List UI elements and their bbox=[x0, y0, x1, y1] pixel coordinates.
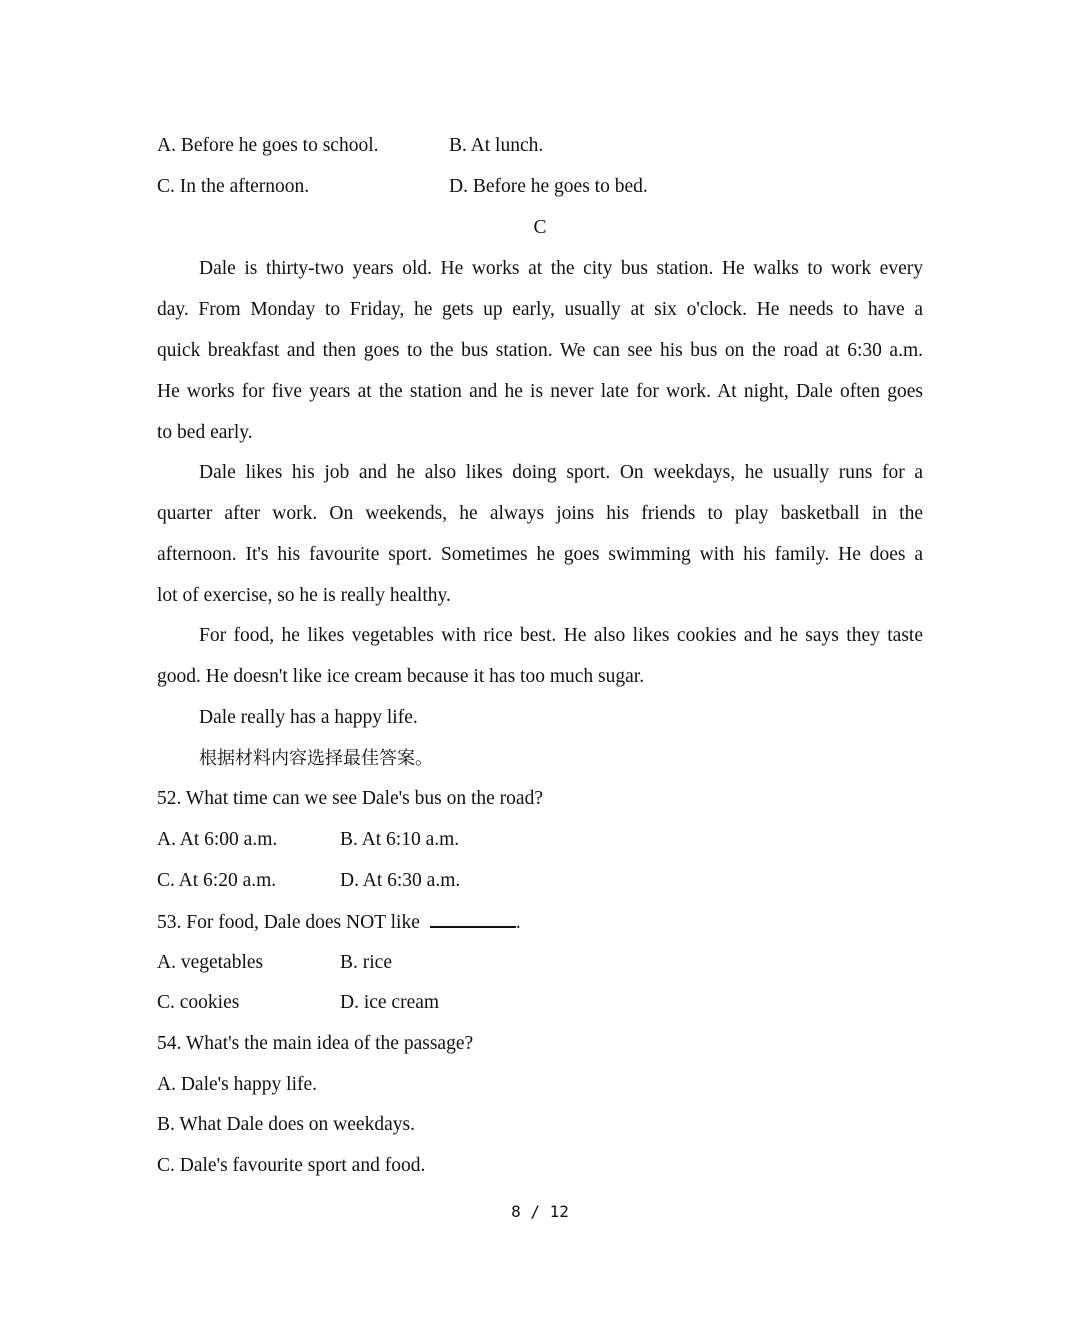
passage-p2-line-2: quarter after work. On weekends, he always joins his friends to play basketball in the bbox=[157, 503, 923, 524]
passage-p1-line-1: Dale is thirty-two years old. He works at the city bus station. He walks to work every bbox=[199, 258, 923, 279]
q53-option-d: D. ice cream bbox=[340, 992, 440, 1013]
passage-p1-line-5: to bed early. bbox=[157, 422, 253, 443]
q53-option-b: B. rice bbox=[340, 952, 392, 973]
q54-option-b: B. What Dale does on weekdays. bbox=[157, 1114, 415, 1135]
q53-answer-blank bbox=[430, 910, 516, 928]
q53-option-c: C. cookies bbox=[157, 992, 240, 1013]
q53-option-a: A. vegetables bbox=[157, 952, 264, 973]
q52-option-c: C. At 6:20 a.m. bbox=[157, 870, 277, 891]
passage-p1-line-4: He works for five years at the station and he is never late for work. At night, Dale often goes bbox=[157, 381, 923, 402]
q54-option-c: C. Dale's favourite sport and food. bbox=[157, 1155, 426, 1176]
q53-stem: 53. For food, Dale does NOT like bbox=[157, 912, 420, 933]
q53-stem-end: . bbox=[515, 912, 521, 933]
passage-p2-line-1: Dale likes his job and he also likes doing sport. On weekdays, he usually runs for a bbox=[199, 462, 923, 483]
q52-stem: 52. What time can we see Dale's bus on the road? bbox=[157, 788, 543, 809]
prev-option-b: B. At lunch. bbox=[449, 135, 544, 156]
q54-option-a: A. Dale's happy life. bbox=[157, 1074, 318, 1095]
passage-p3-line-2: good. He doesn't like ice cream because it has too much sugar. bbox=[157, 666, 645, 687]
q52-option-a: A. At 6:00 a.m. bbox=[157, 829, 278, 850]
passage-p1-line-3: quick breakfast and then goes to the bus station. We can see his bus on the road at 6:30 a.m. bbox=[157, 340, 923, 361]
passage-p2-line-4: lot of exercise, so he is really healthy. bbox=[157, 585, 451, 606]
q54-stem: 54. What's the main idea of the passage? bbox=[157, 1033, 474, 1054]
q53-stem-line bbox=[157, 910, 521, 935]
q52-option-d: D. At 6:30 a.m. bbox=[340, 870, 461, 891]
instruction-text: 根据材料内容选择最佳答案。 bbox=[199, 748, 433, 769]
section-heading: C bbox=[533, 217, 547, 238]
prev-option-c: C. In the afternoon. bbox=[157, 176, 310, 197]
passage-p4: Dale really has a happy life. bbox=[199, 707, 418, 728]
page-number: 8 / 12 bbox=[511, 1202, 569, 1221]
passage-p2-line-3: afternoon. It's his favourite sport. Sometimes he goes swimming with his family. He does a bbox=[157, 544, 923, 565]
passage-p3-line-1: For food, he likes vegetables with rice best. He also likes cookies and he says they taste bbox=[199, 625, 923, 646]
q52-option-b: B. At 6:10 a.m. bbox=[340, 829, 460, 850]
prev-option-a: A. Before he goes to school. bbox=[157, 135, 379, 156]
prev-option-d: D. Before he goes to bed. bbox=[449, 176, 648, 197]
passage-p1-line-2: day. From Monday to Friday, he gets up early, usually at six o'clock. He needs to have a bbox=[157, 299, 923, 320]
